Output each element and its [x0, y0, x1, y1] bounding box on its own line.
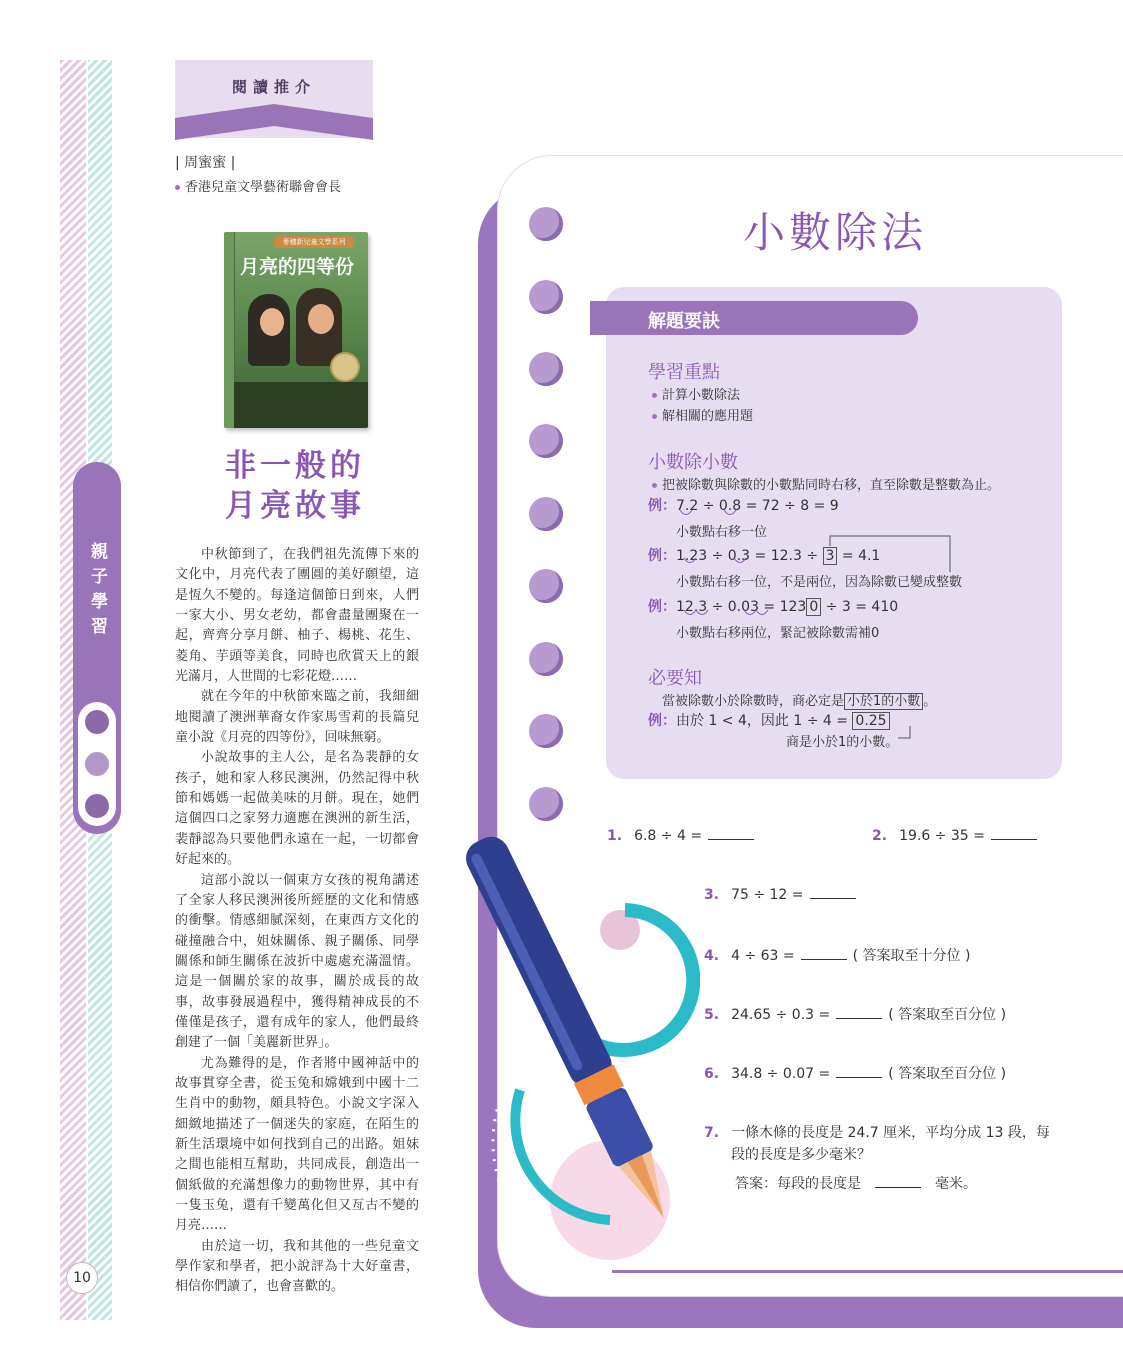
section-title-key-points: 學習重點	[648, 362, 720, 383]
tips-header-label: 解題要訣	[648, 311, 720, 332]
side-tab-label: 親子學習	[87, 542, 107, 642]
badge-chevron	[175, 100, 373, 140]
bullet-icon	[652, 393, 657, 398]
award-medal-icon	[330, 352, 360, 382]
notebook-ring	[529, 352, 563, 386]
section-badge	[175, 60, 373, 138]
must-know-box: 小於1的小數	[844, 693, 923, 710]
question-number: 7.	[704, 1125, 720, 1141]
question-text: 4 ÷ 63 =	[731, 948, 795, 964]
section-title-must-know: 必要知	[648, 668, 702, 689]
question-number: 5.	[704, 1007, 720, 1023]
rule-text	[652, 474, 1000, 493]
bracket-connector	[680, 534, 952, 574]
bullet-icon	[652, 414, 657, 419]
example-4	[648, 710, 890, 730]
article-paragraph: 尤為難得的是，作者將中國神話中的故事貫穿全書，從玉兔和嫦娥到中國十二生肖中的動物，頗具特色。小說文字深入細緻地描述了一個迷失的家庭，在陌生的新生活環境中如何找到自己的出路。姐妹之間也能相互幫助，共同成長，創造出一個紙做的充滿想像力的動物世界，其中有一隻玉兔，還有千變萬化但又亙古不變的月亮……	[175, 1055, 419, 1234]
key-point-text: 解相關的應用題	[662, 409, 754, 424]
answer-blank[interactable]	[836, 1065, 882, 1078]
section-title-decimal-division: 小數除小數	[648, 452, 738, 473]
example-label: 例：	[648, 599, 676, 615]
illustration-face-right	[308, 304, 334, 334]
example-2-expr-b: = 4.1	[837, 548, 881, 564]
article-paragraph: 中秋節到了，在我們祖先流傳下來的文化中，月亮代表了團圓的美好願望，這是恆久不變的。每逢這個節日到來，人們一家大小、男女老幼，都會盡量團聚在一起，齊齊分享月餅、柚子、楊桃、花生、菱角、芋頭等美食，同時也欣賞天上的銀光滿月，人世間的七彩花燈……	[175, 547, 419, 685]
question-text: 24.65 ÷ 0.3 =	[731, 1007, 831, 1023]
question-text: 19.6 ÷ 35 =	[899, 828, 985, 844]
example-4-note: 商是小於1的小數。	[786, 735, 899, 750]
question-number: 3.	[704, 887, 720, 903]
answer-blank[interactable]	[801, 947, 847, 960]
answer-blank[interactable]	[708, 827, 754, 840]
answer-prefix: 答案：每段的長度是	[735, 1176, 861, 1192]
example-label: 例：	[648, 548, 676, 564]
tips-header	[590, 301, 918, 335]
lesson-title: 小數除法	[742, 208, 927, 257]
question-6	[704, 1063, 1006, 1083]
answer-blank[interactable]	[836, 1006, 882, 1019]
book-cover	[224, 232, 368, 428]
must-know-rule	[662, 690, 936, 709]
article-paragraph: 小說故事的主人公，是名為裴靜的女孩子，她和家人移民澳洲，仍然記得中秋節和媽媽一起做美味的月餅。現在，她們這個四口之家努力適應在澳洲的新生活，裴靜認為只要他們永遠在一起，一切都會好起來的。	[175, 750, 419, 868]
author-title	[175, 176, 341, 195]
question-4	[704, 945, 970, 965]
return-arrow-icon	[896, 726, 912, 742]
parent-child-icon	[78, 702, 116, 826]
question-2	[872, 827, 1043, 844]
example-3-expr-b: ÷ 3 = 410	[821, 599, 899, 615]
article-paragraph: 就在今年的中秋節來臨之前，我細細地閱讀了澳洲華裔女作家馬雪莉的長篇兒童小說《月亮的四等份》，回味無窮。	[175, 689, 419, 746]
author-title-text: 香港兒童文學藝術聯會會長	[185, 180, 342, 195]
notebook-ring	[529, 280, 563, 314]
question-7-line-2: 段的長度是多少毫米？	[731, 1147, 871, 1163]
question-3	[704, 886, 862, 903]
side-section-tab	[73, 462, 121, 834]
must-know-rule-a: 當被除數小於除數時，商必定是	[662, 694, 845, 709]
question-1	[607, 827, 760, 844]
rule-text-content: 把被除數與除數的小數點同時右移，直至除數是整數為止。	[662, 478, 1001, 493]
example-3-box: 0	[806, 598, 821, 616]
key-point-item	[652, 405, 753, 424]
author-name: | 周蜜蜜 |	[175, 155, 236, 171]
section-badge-label: 閱讀推介	[231, 78, 316, 96]
example-3-expr-a: 12.3 ÷ 0.03 = 123	[676, 599, 807, 615]
example-4-expr: 由於 1 < 4，因此 1 ÷ 4 =	[676, 713, 853, 729]
article-headline	[175, 446, 415, 526]
key-point-item	[652, 384, 740, 403]
question-text: 34.8 ÷ 0.07 =	[731, 1066, 831, 1082]
question-text: 一條木條的長度是 24.7 厘米，平均分成 13 段，每	[731, 1125, 1050, 1141]
question-number: 2.	[872, 828, 888, 844]
example-4-box: 0.25	[852, 712, 889, 730]
question-hint: ( 答案取至百分位 )	[888, 1066, 1007, 1082]
article-paragraph: 這部小說以一個東方女孩的視角講述了全家人移民澳洲後所經歷的文化和情感的衝擊。情感細膩深刻，在東西方文化的碰撞融合中，姐妹關係、親子關係、同學關係和師生關係在波折中處處充滿溫情。這是一個關於家的故事，關於成長的故事，故事發展過程中，獲得精神成長的不僅僅是孩子，還有成年的家人，他們最終創建了一個「美麗新世界」。	[175, 872, 419, 1051]
article-paragraph: 由於這一切，我和其他的一些兒童文學作家和學者，把小說評為十大好童書，相信你們讀了，也會喜歡的。	[175, 1238, 419, 1295]
notebook-ring	[529, 569, 563, 603]
question-text: 75 ÷ 12 =	[731, 887, 804, 903]
article-body	[175, 545, 419, 1298]
notebook-ring	[529, 497, 563, 531]
question-number: 4.	[704, 948, 720, 964]
question-5	[704, 1004, 1006, 1024]
example-1-expr: 7.2 ÷ 0.8 = 72 ÷ 8 = 9	[676, 498, 839, 514]
answer-blank[interactable]	[875, 1175, 921, 1188]
question-text: 6.8 ÷ 4 =	[634, 828, 703, 844]
example-label: 例：	[648, 498, 676, 514]
illustration-face-left	[260, 308, 284, 336]
must-know-rule-b: 。	[923, 694, 937, 709]
bullet-icon	[175, 185, 180, 190]
question-number: 1.	[607, 828, 623, 844]
example-3-note: 小數點右移兩位，緊記被除數需補0	[676, 626, 880, 641]
notebook-ring	[529, 714, 563, 748]
fountain-pen-illustration	[460, 800, 703, 1290]
example-2-note: 小數點右移一位，不是兩位，因為除數已變成整數	[676, 575, 963, 590]
notebook-ring	[529, 424, 563, 458]
example-2-box: 3	[823, 547, 838, 565]
question-7	[704, 1122, 1050, 1142]
notebook-ring	[529, 642, 563, 676]
question-number: 6.	[704, 1066, 720, 1082]
book-series: 麥穗新兒童文學系列	[274, 236, 354, 248]
question-hint: ( 答案取至十分位 )	[852, 948, 971, 964]
key-point-text: 計算小數除法	[662, 388, 741, 403]
question-7-answer	[735, 1173, 977, 1193]
bullet-icon	[652, 483, 657, 488]
headline-line-1: 非一般的	[225, 448, 365, 484]
example-1-note: 小數點右移一位	[676, 525, 768, 540]
notebook-ring	[529, 207, 563, 241]
book-title: 月亮的四等份	[240, 256, 355, 278]
answer-blank[interactable]	[810, 886, 856, 899]
example-2-expr-a: 1.23 ÷ 0.3 = 12.3 ÷	[676, 548, 823, 564]
question-hint: ( 答案取至百分位 )	[888, 1007, 1007, 1023]
notebook-bottom-rule	[612, 1270, 1123, 1273]
page-number: 10	[66, 1262, 98, 1294]
shift-arc-icon	[680, 608, 780, 620]
example-label: 例：	[648, 713, 676, 729]
illustration-foliage	[234, 382, 368, 428]
headline-line-2: 月亮故事	[225, 488, 365, 524]
answer-blank[interactable]	[991, 827, 1037, 840]
shift-arc-icon	[676, 508, 746, 520]
answer-suffix: 毫米。	[935, 1176, 977, 1192]
